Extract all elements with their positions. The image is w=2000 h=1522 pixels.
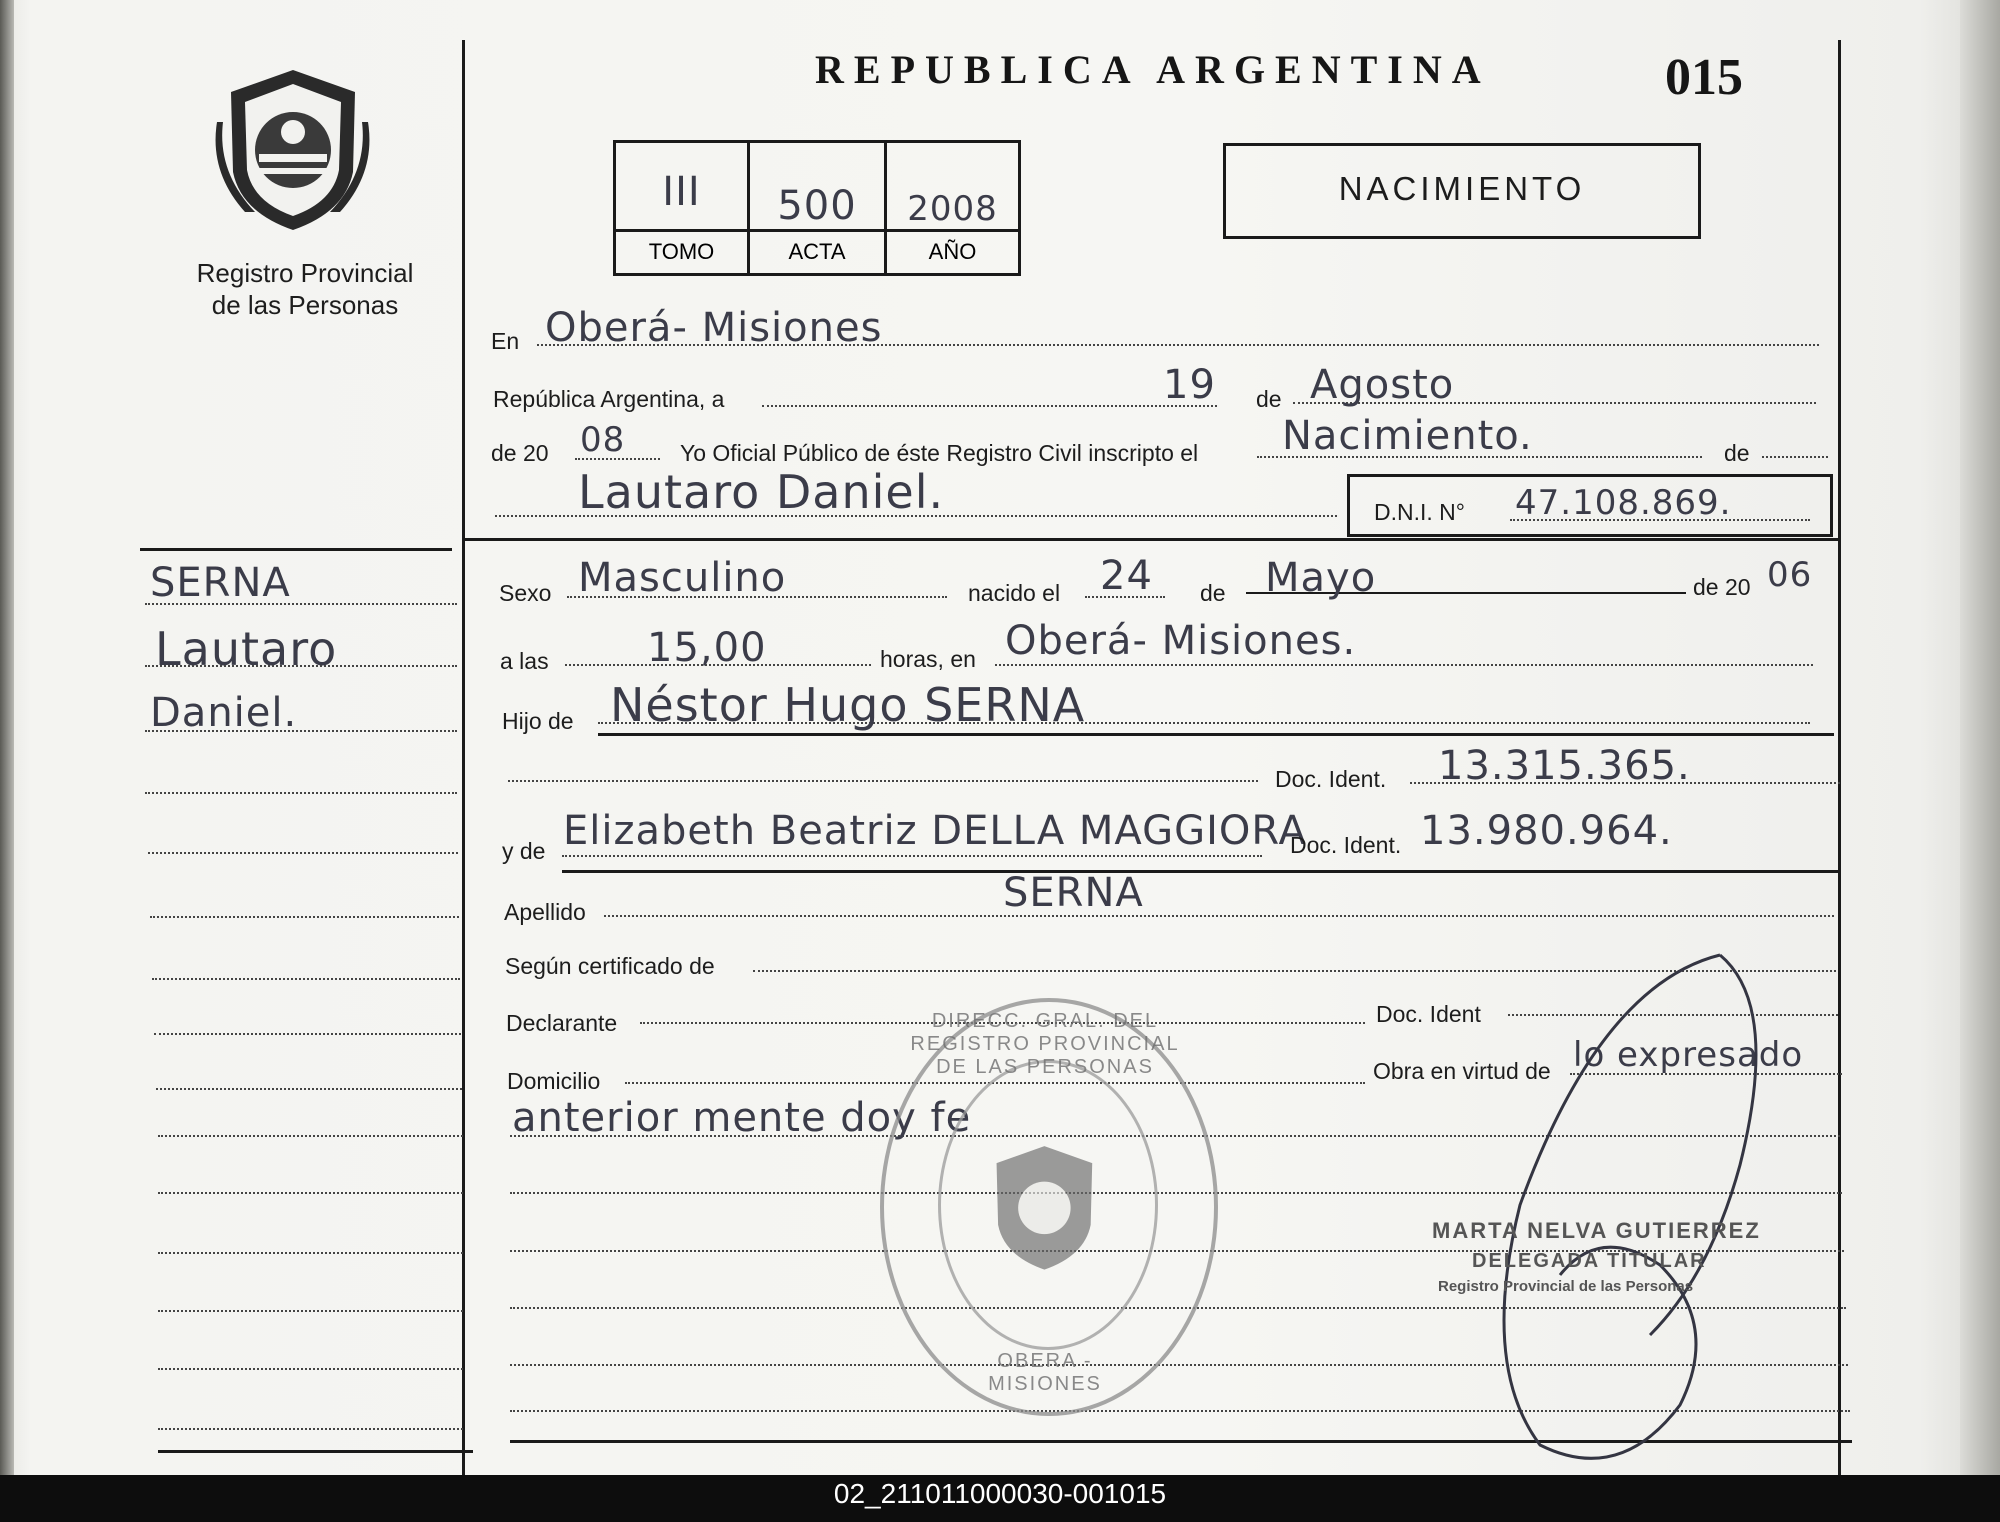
margin-line [158, 1428, 463, 1430]
domicilio-label: Domicilio [507, 1068, 601, 1094]
margin-line [156, 1088, 462, 1090]
dni-label: D.N.I. N° [1374, 499, 1465, 525]
yde-label: y de [502, 838, 546, 864]
margin-line [158, 1135, 463, 1137]
day-value: 19 [1163, 362, 1216, 408]
margin-line [145, 730, 457, 732]
stamp-outer-text: DIRECC. GRAL. DEL REGISTRO PROVINCIAL DE LAS PERSONAS [910, 1010, 1180, 1078]
tomo-cell [616, 143, 750, 273]
year-value: 08 [580, 420, 626, 460]
act-type-box [1223, 143, 1701, 239]
mother-doc-value: 13.980.964. [1420, 808, 1673, 854]
birth-year-value: 06 [1767, 555, 1813, 595]
month-value: Agosto [1310, 362, 1455, 408]
signatory-org: Registro Provincial de las Personas [1438, 1278, 1694, 1295]
acta-cell [750, 143, 887, 273]
margin-line [145, 603, 457, 605]
sexo-value: Masculino [578, 555, 787, 601]
father-value: Néstor Hugo SERNA [610, 678, 1086, 732]
acta-label: ACTA [788, 239, 846, 264]
obra-value: lo expresado [1573, 1035, 1804, 1075]
en-value: Oberá- Misiones [545, 305, 883, 351]
inscripto-value: Nacimiento. [1282, 413, 1533, 459]
doc-label-2: Doc. Ident. [1290, 832, 1402, 858]
en-label: En [491, 328, 520, 354]
signatory-title: DELEGADA TITULAR [1472, 1250, 1707, 1272]
margin-line [158, 1368, 463, 1370]
registry-name-line2: de las Personas [211, 290, 399, 320]
dni-value: 47.108.869. [1515, 483, 1732, 523]
year-prefix: de 20 [491, 440, 549, 466]
tomo-label: TOMO [648, 239, 715, 264]
margin-line [158, 1192, 463, 1194]
book-binding-edge [0, 0, 14, 1475]
mother-line [562, 855, 1262, 857]
day-line [762, 405, 1217, 407]
anio-value: 2008 [907, 189, 998, 229]
handwritten-signature [1480, 945, 1780, 1475]
alas-value: 15,00 [647, 625, 767, 671]
de-label: de [1256, 386, 1282, 412]
margin-top-rule [140, 548, 452, 551]
tomo-value: III [662, 169, 701, 215]
father-rule [598, 733, 1834, 736]
republica-label: República Argentina, a [493, 386, 725, 412]
apellido-line [604, 915, 1834, 917]
page-edge [1960, 0, 2000, 1475]
father-doc-value: 13.315.365. [1438, 743, 1691, 789]
document-title: REPUBLICA ARGENTINA [815, 47, 1491, 92]
provincial-emblem-icon [215, 62, 370, 237]
apellido-value: SERNA [1003, 870, 1144, 916]
anio-label: AÑO [928, 239, 977, 264]
de-label-3: de [1200, 580, 1226, 606]
place-value: Oberá- Misiones. [1005, 618, 1357, 664]
doc-label-3: Doc. Ident [1376, 1001, 1481, 1027]
margin-line [158, 1310, 463, 1312]
oficial-text: Yo Oficial Público de éste Registro Civil inscripto el [680, 440, 1199, 466]
margin-line [158, 1252, 463, 1254]
de-label-2: de [1724, 440, 1750, 466]
margin-divider-line [462, 40, 465, 1475]
birth-day-value: 24 [1100, 553, 1153, 599]
margin-bottom-rule [158, 1450, 473, 1453]
act-type-label: NACIMIENTO [1338, 170, 1586, 207]
book-reference-table [613, 140, 1021, 276]
birth-year-prefix: de 20 [1693, 574, 1751, 600]
mother-rule [562, 870, 1838, 873]
continuation-text: anterior mente doy fe [512, 1095, 972, 1141]
declarante-label: Declarante [506, 1010, 618, 1036]
place-line [995, 664, 1813, 666]
margin-middlename: Daniel. [150, 690, 298, 736]
right-frame-line [1838, 40, 1841, 1475]
de-line-2 [1762, 456, 1828, 458]
folio-number: 015 [1665, 49, 1743, 106]
mother-value: Elizabeth Beatriz DELLA MAGGIORA [563, 808, 1307, 854]
anio-cell [887, 143, 1018, 273]
stamp-inner-text: OBERA - MISIONES [988, 1350, 1102, 1395]
margin-firstname: Lautaro [155, 622, 338, 676]
birth-month-value: Mayo [1265, 555, 1377, 601]
doc-label-1: Doc. Ident. [1275, 766, 1387, 792]
stamp-emblem-icon [984, 1140, 1104, 1275]
margin-line [148, 852, 458, 854]
dni-box [1347, 474, 1833, 537]
segun-label: Según certificado de [505, 953, 715, 979]
margin-line [145, 792, 457, 794]
obra-label: Obra en virtud de [1373, 1058, 1551, 1084]
apellido-label: Apellido [504, 899, 586, 925]
acta-value: 500 [777, 183, 857, 229]
margin-surname: SERNA [150, 560, 291, 606]
file-id-label: 02_211011000030-001015 [833, 1478, 1167, 1509]
margin-line [150, 916, 459, 918]
alas-label: a las [500, 648, 549, 674]
name-value: Lautaro Daniel. [578, 465, 945, 519]
signatory-name: MARTA NELVA GUTIERREZ [1432, 1218, 1761, 1243]
nacido-label: nacido el [968, 580, 1061, 606]
table-divider [616, 229, 1018, 232]
margin-line [145, 665, 457, 667]
registry-name-line1: Registro Provincial [196, 258, 414, 288]
hijo-label: Hijo de [502, 708, 574, 734]
margin-line [154, 1033, 461, 1035]
body-top-rule [465, 538, 1838, 541]
horas-label: horas, en [880, 646, 976, 672]
sexo-label: Sexo [499, 580, 552, 606]
margin-line [152, 978, 460, 980]
doc-prefix-line [508, 780, 1258, 782]
